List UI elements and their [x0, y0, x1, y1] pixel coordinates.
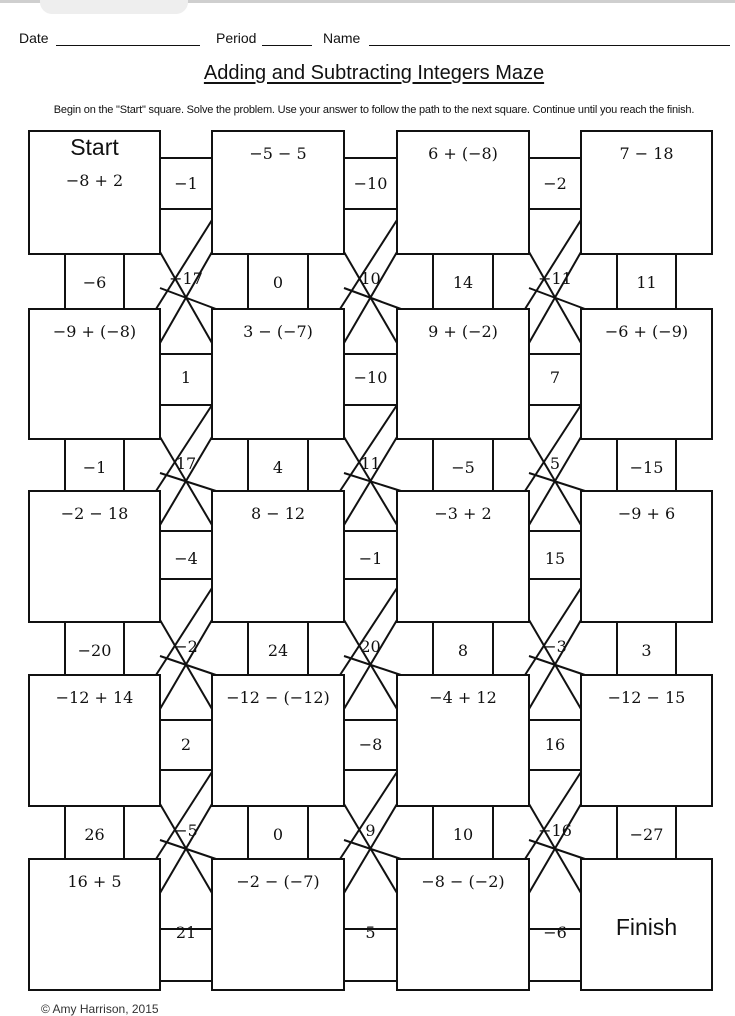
path-answer[interactable]: 26	[84, 825, 105, 844]
path-answer[interactable]: −5	[451, 458, 475, 477]
square-problem[interactable]: 16 + 5	[67, 872, 122, 891]
square-problem[interactable]: 3 − (−7)	[243, 322, 313, 341]
path-answer[interactable]: 8	[457, 641, 469, 660]
start-label[interactable]: Start	[70, 134, 119, 160]
diagonal-path-answer[interactable]: −16	[538, 821, 572, 840]
path-answer[interactable]: 24	[267, 641, 289, 660]
path-answer[interactable]: −1	[82, 458, 107, 477]
path-answer[interactable]: −15	[629, 458, 664, 477]
path-answer[interactable]: −8	[358, 735, 383, 754]
diagonal-path-edge	[529, 840, 585, 859]
path-answer[interactable]: 16	[544, 735, 566, 754]
diagonal-path-edge	[344, 288, 401, 309]
diagonal-path-answer[interactable]: 17	[175, 454, 197, 473]
path-answer[interactable]: −4	[174, 549, 198, 568]
path-answer[interactable]: −10	[353, 174, 388, 193]
path-answer[interactable]: 5	[365, 923, 376, 942]
instructions: Begin on the "Start" square. Solve the problem. Use your answer to follow the path to the next square. Continue until you reach the finish.	[53, 104, 695, 116]
diagonal-path-edge	[160, 656, 216, 675]
path-answer[interactable]: 11	[636, 273, 657, 292]
square-problem[interactable]: −12 − 15	[607, 688, 686, 707]
path-answer[interactable]: −2	[543, 174, 567, 193]
square-problem[interactable]: −8 + 2	[65, 171, 124, 190]
diagonal-path-answer[interactable]: 9	[365, 821, 376, 840]
name-label: Name	[323, 30, 361, 46]
diagonal-path-edge	[529, 656, 585, 675]
square-problem[interactable]: 8 − 12	[250, 504, 306, 523]
square-problem[interactable]: 7 − 18	[619, 144, 674, 163]
path-answer[interactable]: 21	[175, 923, 197, 942]
path-answer[interactable]: 14	[452, 273, 474, 292]
path-answer[interactable]: 2	[180, 735, 192, 754]
path-answer[interactable]: 15	[544, 549, 566, 568]
finish-label[interactable]: Finish	[615, 914, 678, 940]
diagonal-path-answer[interactable]: −3	[543, 637, 567, 656]
path-answer[interactable]: −10	[353, 368, 388, 387]
period-label: Period	[216, 30, 257, 46]
diagonal-path-answer[interactable]: −17	[169, 269, 203, 288]
path-answer[interactable]: 10	[452, 825, 474, 844]
square-problem[interactable]: −5 − 5	[249, 144, 307, 163]
diagonal-path-answer[interactable]: −11	[538, 269, 572, 288]
diagonal-path-answer[interactable]: −5	[174, 821, 198, 840]
path-answer[interactable]: 0	[272, 825, 284, 844]
path-answer[interactable]: 4	[272, 458, 284, 477]
square-problem[interactable]: −9 + (−8)	[52, 322, 137, 341]
path-answer[interactable]: −1	[174, 174, 198, 193]
path-answer[interactable]: −20	[77, 641, 112, 660]
diagonal-path-edge	[344, 473, 401, 491]
square-problem[interactable]: 9 + (−2)	[428, 322, 498, 341]
square-problem[interactable]: −6 + (−9)	[604, 322, 689, 341]
square-problem[interactable]: −4 + 12	[429, 688, 497, 707]
diagonal-path-answer[interactable]: 11	[360, 454, 381, 473]
copyright-footer: © Amy Harrison, 2015	[41, 1002, 159, 1016]
path-answer[interactable]: 3	[641, 641, 652, 660]
square-problem[interactable]: −9 + 6	[617, 504, 676, 523]
diagonal-path-edge	[529, 288, 585, 309]
diagonal-path-answer[interactable]: 5	[549, 454, 561, 473]
diagonal-path-answer[interactable]: 10	[360, 269, 381, 288]
square-problem[interactable]: −8 − (−2)	[421, 872, 505, 891]
path-answer[interactable]: −27	[629, 825, 664, 844]
square-problem[interactable]: −2 − (−7)	[236, 872, 320, 891]
date-label: Date	[19, 30, 49, 46]
diagonal-path-edge	[344, 840, 401, 859]
square-problem[interactable]: 6 + (−8)	[428, 144, 498, 163]
diagonal-path-answer[interactable]: −2	[174, 637, 198, 656]
diagonal-path-edge	[160, 288, 216, 309]
path-answer[interactable]: 0	[272, 273, 284, 292]
worksheet-title: Adding and Subtracting Integers Maze	[203, 62, 545, 84]
path-answer[interactable]: −1	[358, 549, 383, 568]
square-problem[interactable]: −12 + 14	[55, 688, 134, 707]
path-answer[interactable]: −6	[82, 273, 107, 292]
square-problem[interactable]: −12 − (−12)	[226, 688, 330, 707]
diagonal-path-answer[interactable]: 20	[360, 637, 381, 656]
diagonal-path-edge	[160, 840, 216, 859]
path-answer[interactable]: 1	[180, 368, 192, 387]
square-problem[interactable]: −2 − 18	[60, 504, 129, 523]
path-answer[interactable]: 7	[549, 368, 561, 387]
path-answer[interactable]: −6	[543, 923, 567, 942]
diagonal-path-edge	[344, 656, 401, 675]
square-problem[interactable]: −3 + 2	[434, 504, 492, 523]
